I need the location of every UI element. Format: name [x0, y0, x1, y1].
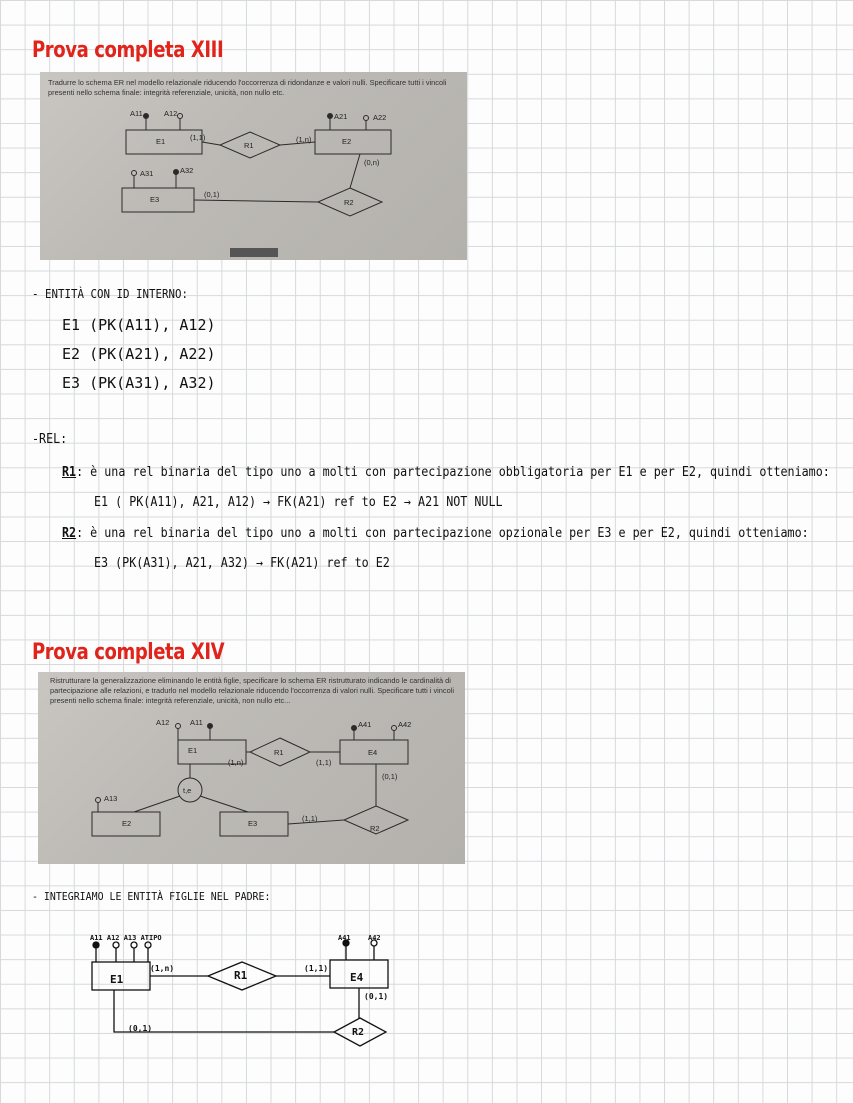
r2-text: : è una rel binaria del tipo uno a molti con partecipazione opzionale per E3 e per E2, quindi otteniamo:	[76, 526, 809, 541]
card-e1-r1: (1,1)	[190, 133, 206, 142]
integrate-heading: - INTEGRIAMO LE ENTITÀ FIGLIE NEL PADRE:	[32, 890, 271, 903]
relation-r2-hand: R2	[352, 1027, 365, 1038]
attr-a11-14: A11	[190, 718, 203, 727]
card-e4-r1-14: (1,1)	[316, 758, 332, 767]
relation-r1-14: R1	[274, 748, 284, 757]
entity-e4-14: E4	[368, 748, 378, 757]
relation-r1: R1	[244, 141, 254, 150]
relation-r2-14: R2	[370, 824, 380, 833]
attr-a13-14: A13	[104, 794, 118, 803]
r1-text: : è una rel binaria del tipo uno a molti con partecipazione obbligatoria per E1 e per E2, quindi otteniamo:	[76, 465, 830, 480]
exercise-photo-13	[40, 72, 467, 260]
r2-label: R2	[62, 526, 77, 541]
r2-description	[62, 526, 809, 541]
entity-row-e3: E3 (PK(A31), A32)	[62, 374, 216, 392]
entity-e4-hand: E4	[350, 971, 364, 984]
card-e1-r2-hand: (0,1)	[128, 1024, 153, 1033]
attr-a11: A11	[130, 109, 143, 118]
er-diagram-14	[38, 672, 465, 864]
attr-a21: A21	[334, 112, 348, 121]
er-diagram-13	[40, 72, 467, 260]
attr-a42-hand: A42	[368, 934, 381, 942]
attr-a31: A31	[140, 169, 154, 178]
attr-a32: A32	[180, 166, 194, 175]
entity-e2-14: E2	[122, 819, 132, 828]
entities-heading-13: - ENTITÀ CON ID INTERNO:	[32, 287, 189, 301]
attr-a41-14: A41	[358, 720, 372, 729]
card-e3-r2-14: (1,1)	[302, 814, 318, 823]
relation-r2: R2	[344, 198, 354, 207]
attr-a12: A12	[164, 109, 178, 118]
section-title-13: Prova completa XIII	[32, 38, 224, 63]
entity-e1-14: E1	[188, 746, 198, 755]
attr-a22: A22	[373, 113, 387, 122]
r1-result: E1 ( PK(A11), A21, A12) → FK(A21) ref to E2 → A21 NOT NULL	[94, 495, 503, 510]
card-e4-r1-hand: (1,1)	[304, 964, 329, 973]
card-e2-r1: (1,n)	[296, 135, 312, 144]
attr-a41-hand: A41	[338, 934, 351, 942]
entity-row-e1: E1 (PK(A11), A12)	[62, 316, 216, 334]
entity-e2: E2	[342, 137, 352, 146]
instruction-text-13: Tradurre lo schema ER nel modello relazionale riducendo l'occorrenza di ridondanze e valori nulli. Specificare tutti i vincoli presenti nello schema finale: integrità referenziale, unicità, non nullo etc.	[48, 78, 447, 97]
attr-a12-14: A12	[156, 718, 170, 727]
attrs-e1-hand: A11 A12 A13 ATIPO	[90, 934, 162, 942]
entity-e3-14: E3	[248, 819, 258, 828]
attr-a42-14: A42	[398, 720, 412, 729]
generalization-label: t,e	[183, 786, 192, 795]
entity-e3: E3	[150, 195, 160, 204]
entity-row-e2: E2 (PK(A21), A22)	[62, 345, 216, 363]
card-e2-r2: (0,n)	[364, 158, 380, 167]
card-e1-r1-14: (1,n)	[228, 758, 244, 767]
r1-description	[62, 465, 830, 480]
section-title-14: Prova completa XIV	[32, 640, 225, 665]
exercise-photo-14	[38, 672, 465, 864]
r1-label: R1	[62, 465, 77, 480]
card-e4-r2-hand: (0,1)	[364, 992, 389, 1001]
entity-e1-hand: E1	[110, 973, 124, 986]
entity-e1: E1	[156, 137, 166, 146]
card-e3-r2: (0,1)	[204, 190, 220, 199]
rel-heading-13: -REL:	[32, 432, 68, 447]
relation-r1-hand: R1	[234, 969, 248, 982]
card-e4-r2-14: (0,1)	[382, 772, 398, 781]
r2-result: E3 (PK(A31), A21, A32) → FK(A21) ref to E2	[94, 556, 390, 571]
card-e1-r1-hand: (1,n)	[150, 964, 175, 973]
instruction-text-14: Ristrutturare la generalizzazione eliminando le entità figlie, specificare lo schema ER ristrutturato indicando le cardinalità di partecipazione alle relazioni, e tradurlo nel modello relazionale riducendo l'occorrenza di valori nulli. Specificare tutti i vincoli presenti nello schema finale: integrità referenziale, unicità, non nullo etc...	[50, 676, 455, 705]
